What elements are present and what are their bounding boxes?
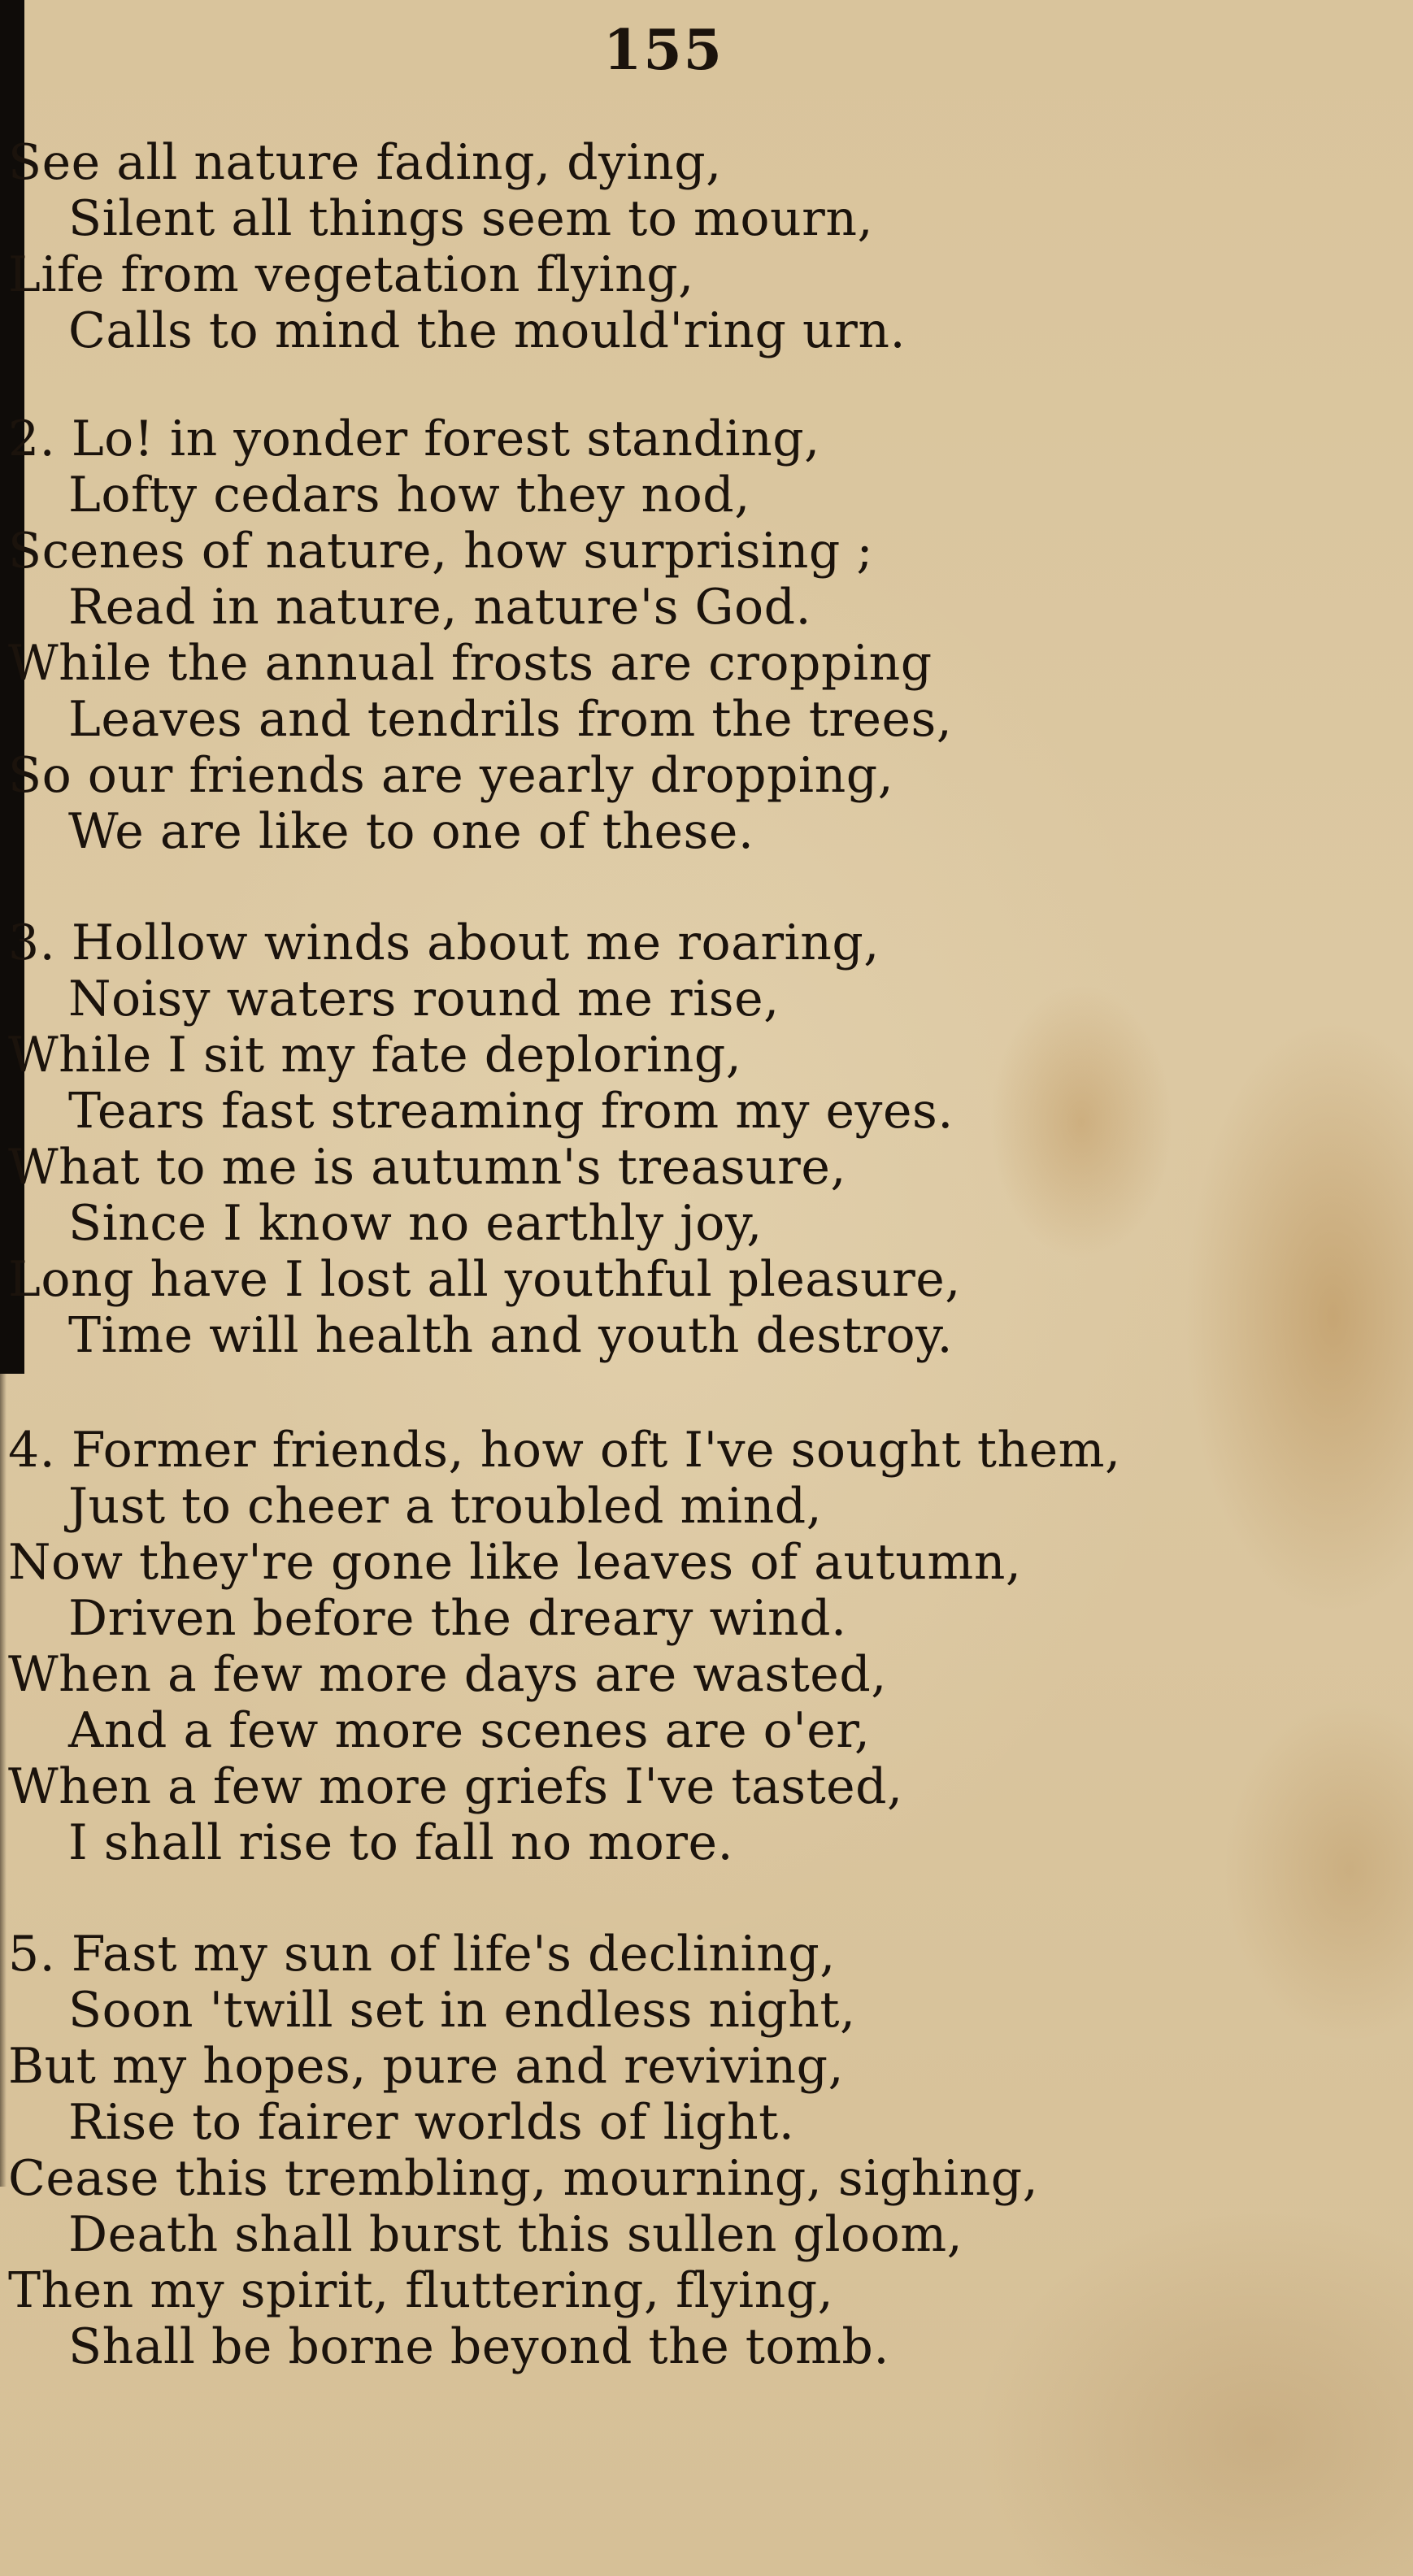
verse-line: But my hopes, pure and reviving, — [8, 2038, 845, 2095]
verse-line: Rise to fairer worlds of light. — [68, 2094, 795, 2151]
verse-line: So our friends are yearly dropping, — [8, 747, 894, 804]
verse-line: While I sit my fate deploring, — [8, 1027, 742, 1084]
verse-line: Death shall burst this sullen gloom, — [68, 2206, 963, 2263]
verse-line: 4. Former friends, how oft I've sought them, — [8, 1422, 1121, 1479]
page-number: 155 — [603, 18, 724, 83]
verse-line: When a few more griefs I've tasted, — [8, 1758, 903, 1815]
verse-line: Read in nature, nature's God. — [68, 579, 812, 636]
verse-line: We are like to one of these. — [68, 803, 754, 860]
verse-line: And a few more scenes are o'er, — [68, 1702, 871, 1759]
verse-line: What to me is autumn's treasure, — [8, 1139, 846, 1196]
verse-line: 3. Hollow winds about me roaring, — [8, 914, 880, 971]
verse-line: Cease this trembling, mourning, sighing, — [8, 2150, 1039, 2207]
verse-line: Time will health and youth destroy. — [68, 1307, 954, 1364]
book-gutter-shadow — [0, 1374, 7, 2187]
verse-line: Soon 'twill set in endless night, — [68, 1982, 856, 2039]
verse-line: See all nature fading, dying, — [8, 134, 722, 191]
verse-line: Then my spirit, fluttering, flying, — [8, 2262, 834, 2319]
verse-line: Leaves and tendrils from the trees, — [68, 691, 953, 748]
verse-line: Now they're gone like leaves of autumn, — [8, 1534, 1022, 1591]
verse-line: Lofty cedars how they nod, — [68, 467, 750, 523]
verse-line: Driven before the dreary wind. — [68, 1590, 847, 1647]
verse-line: While the annual frosts are cropping — [8, 635, 933, 692]
verse-line: Long have I lost all youthful pleasure, — [8, 1251, 961, 1308]
verse-line: Since I know no earthly joy, — [68, 1195, 763, 1252]
verse-line: Life from vegetation flying, — [8, 246, 694, 303]
verse-line: Scenes of nature, how surprising ; — [8, 523, 874, 580]
verse-line: Just to cheer a troubled mind, — [68, 1478, 823, 1535]
verse-line: Silent all things seem to mourn, — [68, 190, 874, 247]
verse-line: 2. Lo! in yonder forest standing, — [8, 411, 820, 467]
verse-line: Calls to mind the mould'ring urn. — [68, 302, 906, 359]
verse-line: Tears fast streaming from my eyes. — [68, 1083, 954, 1140]
verse-line: 5. Fast my sun of life's declining, — [8, 1926, 836, 1983]
verse-line: Noisy waters round me rise, — [68, 971, 780, 1027]
verse-line: Shall be borne beyond the tomb. — [68, 2318, 889, 2375]
verse-line: I shall rise to fall no more. — [68, 1814, 734, 1871]
verse-line: When a few more days are wasted, — [8, 1646, 887, 1703]
